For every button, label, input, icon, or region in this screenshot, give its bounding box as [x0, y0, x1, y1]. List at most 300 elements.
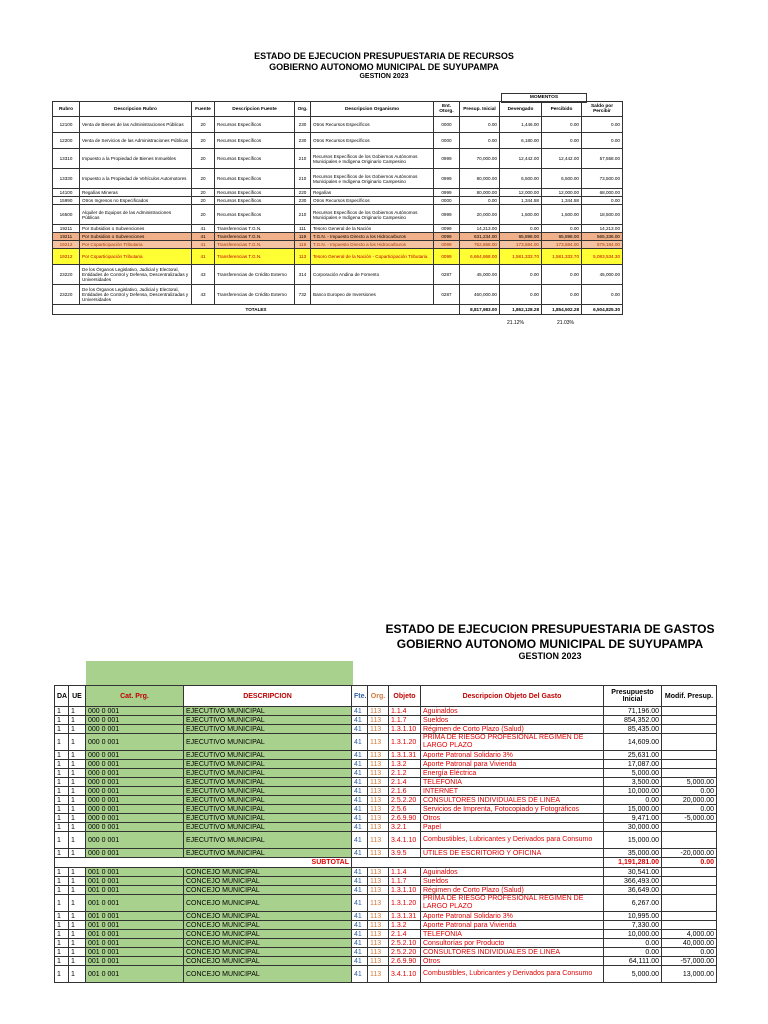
cell-org: 210 [295, 205, 311, 225]
cell-objeto: 2.5.2.20 [389, 796, 421, 805]
cell-objeto: 2.5.2.10 [389, 939, 421, 948]
gasto-row [55, 716, 717, 725]
cell-desc-fuente: Recursos Específicos [215, 117, 295, 133]
cell-ue: 1 [69, 716, 86, 725]
cell-fuente: 41 [192, 233, 215, 241]
cell-org: 732 [295, 285, 311, 305]
cell-org: 113 [368, 805, 389, 814]
cell-rubro: 13330 [53, 169, 80, 189]
gasto-row [55, 966, 717, 983]
cell-org: 119 [295, 241, 311, 249]
gasto-row [55, 796, 717, 805]
cell-modif: 40,000.00 [662, 939, 717, 948]
gasto-row [55, 751, 717, 760]
cell-ue: 1 [69, 895, 86, 912]
cell-descripcion: CONCEJO MUNICIPAL [184, 966, 352, 983]
cell-desc-org: Tesoro General de la Nación - Coparticipación Tributaria [311, 249, 434, 265]
cell-descripcion: EJECUTIVO MUNICIPAL [184, 814, 352, 823]
cell-descripcion: CONCEJO MUNICIPAL [184, 948, 352, 957]
cell-desc-rubro: Por Subsidios o Subvenciones [80, 233, 192, 241]
col-saldo: Saldo por Percibir [582, 102, 623, 117]
cell-presup: 854,352.00 [604, 716, 662, 725]
col-org: Org. [295, 102, 311, 117]
cell-objeto: 1.3.2 [389, 760, 421, 769]
cell-ent: 0999 [434, 149, 460, 169]
cell-descripcion: EJECUTIVO MUNICIPAL [184, 734, 352, 751]
cell-fte: 41 [352, 751, 368, 760]
cell-da: 1 [55, 778, 69, 787]
cell-modif [662, 751, 717, 760]
cell-rubro: 12200 [53, 133, 80, 149]
green-header-block [86, 661, 353, 685]
cell-org: 111 [295, 225, 311, 233]
cell-presup: 80,000.00 [460, 189, 500, 197]
cell-cat-prg: 000 0 001 [86, 716, 184, 725]
cell-cat-prg: 000 0 001 [86, 707, 184, 716]
cell-descripcion: EJECUTIVO MUNICIPAL [184, 707, 352, 716]
cell-descripcion: EJECUTIVO MUNICIPAL [184, 823, 352, 832]
cell-percibido: 0.00 [542, 225, 582, 233]
cell-presup: 85,435.00 [604, 725, 662, 734]
cell-descripcion: CONCEJO MUNICIPAL [184, 868, 352, 877]
cell-desc-org: T.G.N. - Impuesto Directo a los Hidrocarburos [311, 233, 434, 241]
totals-label: TOTALES [53, 305, 460, 315]
recursos-row [53, 133, 623, 149]
cell-desc-objeto: Otros [421, 814, 604, 823]
cell-ent: 0999 [434, 189, 460, 197]
cell-ue: 1 [69, 707, 86, 716]
cell-desc-fuente: Recursos Específicos [215, 133, 295, 149]
cell-fuente: 43 [192, 265, 215, 285]
col-desc-org: Descripcion Organismo [311, 102, 434, 117]
cell-cat-prg: 001 0 001 [86, 930, 184, 939]
cell-fte: 41 [352, 716, 368, 725]
cell-desc-rubro: Regalías Mineras [80, 189, 192, 197]
cell-fuente: 20 [192, 133, 215, 149]
cell-fte: 41 [352, 725, 368, 734]
cell-org: 113 [368, 957, 389, 966]
cell-descripcion: CONCEJO MUNICIPAL [184, 939, 352, 948]
cell-percibido: 0.00 [542, 285, 582, 305]
cell-org: 113 [368, 734, 389, 751]
recursos-row [53, 285, 623, 305]
cell-modif [662, 868, 717, 877]
subtotal-spacer [352, 858, 604, 868]
cell-presup: 30,541.00 [604, 868, 662, 877]
cell-ue: 1 [69, 957, 86, 966]
col-org: Org. [368, 686, 389, 707]
cell-da: 1 [55, 886, 69, 895]
cell-ent: 0000 [434, 117, 460, 133]
cell-modif [662, 725, 717, 734]
cell-rubro: 19211 [53, 225, 80, 233]
cell-desc-org: Tesoro General de la Nación [311, 225, 434, 233]
cell-org: 113 [368, 778, 389, 787]
cell-objeto: 1.1.7 [389, 716, 421, 725]
cell-presup: 10,995.00 [604, 912, 662, 921]
cell-percibido: 0.00 [542, 265, 582, 285]
cell-presup: 9,471.00 [604, 814, 662, 823]
cell-objeto: 1.3.1.10 [389, 725, 421, 734]
cell-devengado: 1,446.00 [500, 117, 542, 133]
cell-devengado: 173,684.00 [500, 241, 542, 249]
cell-presup: 460,000.00 [460, 285, 500, 305]
cell-percibido: 65,898.00 [542, 233, 582, 241]
cell-desc-objeto: Aguinaldos [421, 868, 604, 877]
gasto-row [55, 921, 717, 930]
cell-presup: 14,213.00 [460, 225, 500, 233]
cell-rubro: 23220 [53, 285, 80, 305]
cell-desc-objeto: Servicios de Imprenta, Fotocopiado y Fotográficos [421, 805, 604, 814]
cell-fte: 41 [352, 886, 368, 895]
cell-fte: 41 [352, 921, 368, 930]
col-devengado: Devengado [500, 102, 542, 117]
cell-desc-objeto: Régimen de Corto Plazo (Salud) [421, 725, 604, 734]
cell-org: 314 [295, 265, 311, 285]
cell-ue: 1 [69, 787, 86, 796]
cell-org: 230 [295, 117, 311, 133]
cell-desc-objeto: Sueldos [421, 877, 604, 886]
total-presup: 8,817,983.00 [460, 305, 500, 315]
cell-presup: 70,000.00 [460, 149, 500, 169]
cell-org: 230 [295, 133, 311, 149]
gastos-table [54, 685, 717, 983]
cell-fte: 41 [352, 832, 368, 849]
cell-cat-prg: 001 0 001 [86, 895, 184, 912]
cell-da: 1 [55, 796, 69, 805]
cell-presup: 752,868.00 [460, 241, 500, 249]
cell-da: 1 [55, 966, 69, 983]
cell-desc-objeto: Combustibles, Lubricantes y Derivados para Consumo [421, 966, 604, 983]
cell-descripcion: CONCEJO MUNICIPAL [184, 886, 352, 895]
cell-desc-rubro: De los Órganos Legislativo, Judicial y Electoral, Entidades de Control y Defensa, Descentralizadas y Universidades [80, 285, 192, 305]
cell-ue: 1 [69, 796, 86, 805]
cell-fte: 41 [352, 787, 368, 796]
cell-saldo: 73,500.00 [582, 169, 623, 189]
cell-descripcion: CONCEJO MUNICIPAL [184, 877, 352, 886]
cell-desc-rubro: Alquiler de Equipos de las Administraciones Públicas [80, 205, 192, 225]
cell-descripcion: EJECUTIVO MUNICIPAL [184, 787, 352, 796]
cell-desc-fuente: Transferencias de Crédito Externo [215, 265, 295, 285]
cell-desc-org: Otros Recursos Específicos [311, 117, 434, 133]
cell-desc-org: T.G.N. - Impuesto Directo a los Hidrocarburos [311, 241, 434, 249]
recursos-body [53, 117, 623, 305]
cell-da: 1 [55, 734, 69, 751]
gastos-subtitle: GOBIERNO AUTONOMO MUNICIPAL DE SUYUPAMPA [396, 637, 704, 651]
cell-desc-org: Recursos Específicos de los Gobiernos Autónomos Municipales e Indígena Originario Campesino [311, 169, 434, 189]
cell-fte: 41 [352, 760, 368, 769]
cell-ue: 1 [69, 939, 86, 948]
cell-modif: 20,000.00 [662, 796, 717, 805]
cell-percibido: 6,500.00 [542, 169, 582, 189]
cell-org: 113 [368, 823, 389, 832]
gasto-row [55, 895, 717, 912]
gasto-row [55, 769, 717, 778]
cell-presup: 0.00 [604, 939, 662, 948]
col-percibido: Percibido [542, 102, 582, 117]
cell-cat-prg: 000 0 001 [86, 734, 184, 751]
cell-saldo: 14,213.00 [582, 225, 623, 233]
cell-cat-prg: 001 0 001 [86, 886, 184, 895]
cell-presup: 5,000.00 [604, 769, 662, 778]
cell-cat-prg: 000 0 001 [86, 778, 184, 787]
recursos-subtitle: GOBIERNO AUTONOMO MUNICIPAL DE SUYUPAMPA [269, 62, 499, 72]
cell-cat-prg: 001 0 001 [86, 948, 184, 957]
cell-desc-objeto: PRIMA DE RIESGO PROFESIONAL RÉGIMEN DE LARGO PLAZO [421, 895, 604, 912]
cell-fte: 41 [352, 939, 368, 948]
cell-modif [662, 912, 717, 921]
subtotal-presup: 1,191,281.00 [604, 858, 662, 868]
cell-desc-objeto: Sueldos [421, 716, 604, 725]
cell-desc-fuente: Recursos Específicos [215, 149, 295, 169]
cell-desc-objeto: CONSULTORES INDIVIDUALES DE LINEA [421, 948, 604, 957]
cell-presup: 631,234.00 [460, 233, 500, 241]
cell-da: 1 [55, 805, 69, 814]
cell-fuente: 20 [192, 169, 215, 189]
gastos-header-row [55, 686, 717, 707]
gasto-row [55, 787, 717, 796]
cell-fuente: 43 [192, 285, 215, 305]
cell-da: 1 [55, 769, 69, 778]
cell-desc-fuente: Transferencias de Crédito Externo [215, 285, 295, 305]
cell-da: 1 [55, 832, 69, 849]
cell-modif: -20,000.00 [662, 849, 717, 858]
cell-saldo: 579,184.00 [582, 241, 623, 249]
cell-desc-fuente: Transferencias T.G.N. [215, 249, 295, 265]
recursos-row [53, 265, 623, 285]
cell-org: 113 [368, 769, 389, 778]
col-da: DA [55, 686, 69, 707]
cell-descripcion: CONCEJO MUNICIPAL [184, 895, 352, 912]
cell-desc-fuente: Transferencias T.G.N. [215, 225, 295, 233]
gasto-row [55, 778, 717, 787]
cell-ent: 0000 [434, 197, 460, 205]
cell-ue: 1 [69, 886, 86, 895]
cell-cat-prg: 001 0 001 [86, 868, 184, 877]
cell-cat-prg: 001 0 001 [86, 921, 184, 930]
cell-da: 1 [55, 939, 69, 948]
cell-devengado: 6,500.00 [500, 169, 542, 189]
cell-ue: 1 [69, 912, 86, 921]
cell-ue: 1 [69, 814, 86, 823]
cell-fte: 41 [352, 778, 368, 787]
cell-desc-org: Recursos Específicos de los Gobiernos Autónomos Municipales e Indígena Originario Campesino [311, 205, 434, 225]
cell-presup: 71,196.00 [604, 707, 662, 716]
cell-objeto: 1.1.4 [389, 707, 421, 716]
recursos-row [53, 205, 623, 225]
cell-percibido: 0.00 [542, 133, 582, 149]
cell-da: 1 [55, 877, 69, 886]
cell-desc-objeto: Otros [421, 957, 604, 966]
cell-objeto: 2.6.9.90 [389, 814, 421, 823]
gasto-row [55, 877, 717, 886]
col-presup-inicial: Presupuesto Inicial [604, 686, 662, 707]
cell-presup: 0.00 [460, 197, 500, 205]
cell-descripcion: EJECUTIVO MUNICIPAL [184, 716, 352, 725]
cell-objeto: 2.5.6 [389, 805, 421, 814]
cell-org: 113 [368, 760, 389, 769]
cell-org: 113 [368, 877, 389, 886]
cell-presup: 64,111.00 [604, 957, 662, 966]
cell-modif: 13,000.00 [662, 966, 717, 983]
cell-descripcion: CONCEJO MUNICIPAL [184, 921, 352, 930]
cell-objeto: 2.1.6 [389, 787, 421, 796]
cell-fuente: 20 [192, 117, 215, 133]
col-ue: UE [69, 686, 86, 707]
cell-org: 113 [295, 249, 311, 265]
cell-presup: 0.00 [604, 796, 662, 805]
recursos-row [53, 225, 623, 233]
cell-objeto: 2.1.2 [389, 769, 421, 778]
gasto-row [55, 849, 717, 858]
cell-fuente: 41 [192, 249, 215, 265]
cell-da: 1 [55, 948, 69, 957]
cell-presup: 3,500.00 [604, 778, 662, 787]
cell-descripcion: EJECUTIVO MUNICIPAL [184, 751, 352, 760]
cell-objeto: 1.3.1.20 [389, 734, 421, 751]
col-descripcion: DESCRIPCION [184, 686, 352, 707]
cell-modif: 5,000.00 [662, 778, 717, 787]
cell-ent: 0099 [434, 233, 460, 241]
cell-rubro: 12100 [53, 117, 80, 133]
cell-modif [662, 823, 717, 832]
pct-devengado: 21.12% [507, 320, 524, 326]
cell-fte: 41 [352, 966, 368, 983]
cell-rubro: 14100 [53, 189, 80, 197]
cell-objeto: 2.1.4 [389, 778, 421, 787]
cell-desc-objeto: Combustibles, Lubricantes y Derivados para Consumo [421, 832, 604, 849]
gastos-body [55, 707, 717, 983]
cell-modif [662, 734, 717, 751]
cell-desc-objeto: TELEFONIA [421, 930, 604, 939]
cell-org: 113 [368, 921, 389, 930]
cell-saldo: 68,000.00 [582, 189, 623, 197]
cell-ent: 0287 [434, 265, 460, 285]
cell-modif: 4,000.00 [662, 930, 717, 939]
cell-org: 113 [368, 707, 389, 716]
cell-desc-rubro: Otros Ingresos no Especificados [80, 197, 192, 205]
cell-da: 1 [55, 725, 69, 734]
cell-rubro: 16500 [53, 205, 80, 225]
subtotal-label: SUBTOTAL [55, 858, 352, 868]
cell-fuente: 20 [192, 197, 215, 205]
cell-saldo: 0.00 [582, 197, 623, 205]
cell-org: 113 [368, 716, 389, 725]
recursos-row [53, 117, 623, 133]
cell-devengado: 12,442.00 [500, 149, 542, 169]
cell-fte: 41 [352, 796, 368, 805]
cell-ue: 1 [69, 849, 86, 858]
cell-desc-rubro: Por Subsidios o Subvenciones [80, 225, 192, 233]
cell-descripcion: EJECUTIVO MUNICIPAL [184, 805, 352, 814]
cell-descripcion: EJECUTIVO MUNICIPAL [184, 778, 352, 787]
cell-descripcion: CONCEJO MUNICIPAL [184, 957, 352, 966]
cell-cat-prg: 000 0 001 [86, 787, 184, 796]
cell-ue: 1 [69, 930, 86, 939]
cell-org: 113 [368, 939, 389, 948]
cell-org: 113 [368, 868, 389, 877]
cell-presup: 0.00 [604, 948, 662, 957]
cell-objeto: 2.5.2.20 [389, 948, 421, 957]
cell-desc-objeto: Energía Eléctrica [421, 769, 604, 778]
cell-ent: 0287 [434, 285, 460, 305]
cell-desc-objeto: Papel [421, 823, 604, 832]
col-fte: Fte. [352, 686, 368, 707]
cell-desc-fuente: Recursos Específicos [215, 169, 295, 189]
cell-org: 210 [295, 169, 311, 189]
cell-desc-objeto: Aporte Patronal para Vivienda [421, 921, 604, 930]
cell-presup: 6,664,868.00 [460, 249, 500, 265]
cell-fuente: 20 [192, 189, 215, 197]
gasto-row [55, 725, 717, 734]
col-ent: Ent. Otorg. [434, 102, 460, 117]
cell-ue: 1 [69, 948, 86, 957]
cell-desc-org: Otros Recursos Específicos [311, 197, 434, 205]
cell-cat-prg: 001 0 001 [86, 966, 184, 983]
cell-org: 113 [368, 796, 389, 805]
cell-desc-fuente: Transferencias T.G.N. [215, 233, 295, 241]
cell-ent: 0099 [434, 241, 460, 249]
cell-rubro: 19211 [53, 233, 80, 241]
cell-objeto: 2.6.9.90 [389, 957, 421, 966]
cell-desc-rubro: Venta de Bienes de las Administraciones Públicas [80, 117, 192, 133]
cell-presup: 0.00 [460, 117, 500, 133]
cell-rubro: 19212 [53, 249, 80, 265]
cell-da: 1 [55, 814, 69, 823]
cell-saldo: 5,083,534.30 [582, 249, 623, 265]
cell-percibido: 12,000.00 [542, 189, 582, 197]
cell-modif: 0.00 [662, 787, 717, 796]
cell-org: 113 [368, 966, 389, 983]
col-rubro: Rubro [53, 102, 80, 117]
cell-desc-objeto: Régimen de Corto Plazo (Salud) [421, 886, 604, 895]
cell-da: 1 [55, 912, 69, 921]
col-modif: Modif. Presup. [662, 686, 717, 707]
cell-org: 113 [368, 814, 389, 823]
cell-desc-objeto: PRIMA DE RIESGO PROFESIONAL RÉGIMEN DE LARGO PLAZO [421, 734, 604, 751]
cell-desc-rubro: Por Coparticipación Tributaria [80, 241, 192, 249]
cell-rubro: 23220 [53, 265, 80, 285]
col-objeto: Objeto [389, 686, 421, 707]
cell-objeto: 2.1.4 [389, 930, 421, 939]
cell-org: 113 [368, 849, 389, 858]
cell-ent: 0000 [434, 133, 460, 149]
subtotal-row [55, 858, 717, 868]
gasto-row [55, 957, 717, 966]
cell-desc-objeto: INTERNET [421, 787, 604, 796]
cell-saldo: 45,000.00 [582, 265, 623, 285]
cell-percibido: 173,684.00 [542, 241, 582, 249]
cell-desc-rubro: Impuesto a la Propiedad de Vehículos Automotores [80, 169, 192, 189]
cell-ue: 1 [69, 725, 86, 734]
cell-objeto: 1.3.1.31 [389, 751, 421, 760]
total-devengado: 1,862,128.28 [500, 305, 542, 315]
cell-presup: 17,087.00 [604, 760, 662, 769]
cell-da: 1 [55, 868, 69, 877]
cell-devengado: 65,898.00 [500, 233, 542, 241]
cell-modif [662, 760, 717, 769]
cell-modif [662, 921, 717, 930]
cell-fte: 41 [352, 734, 368, 751]
cell-saldo: 0.00 [582, 133, 623, 149]
cell-modif: -5,000.00 [662, 814, 717, 823]
cell-percibido: 12,442.00 [542, 149, 582, 169]
col-fuente: Fuente [192, 102, 215, 117]
cell-descripcion: CONCEJO MUNICIPAL [184, 912, 352, 921]
recursos-title: ESTADO DE EJECUCION PRESUPUESTARIA DE RECURSOS [254, 51, 514, 61]
recursos-row [53, 241, 623, 249]
recursos-row [53, 197, 623, 205]
